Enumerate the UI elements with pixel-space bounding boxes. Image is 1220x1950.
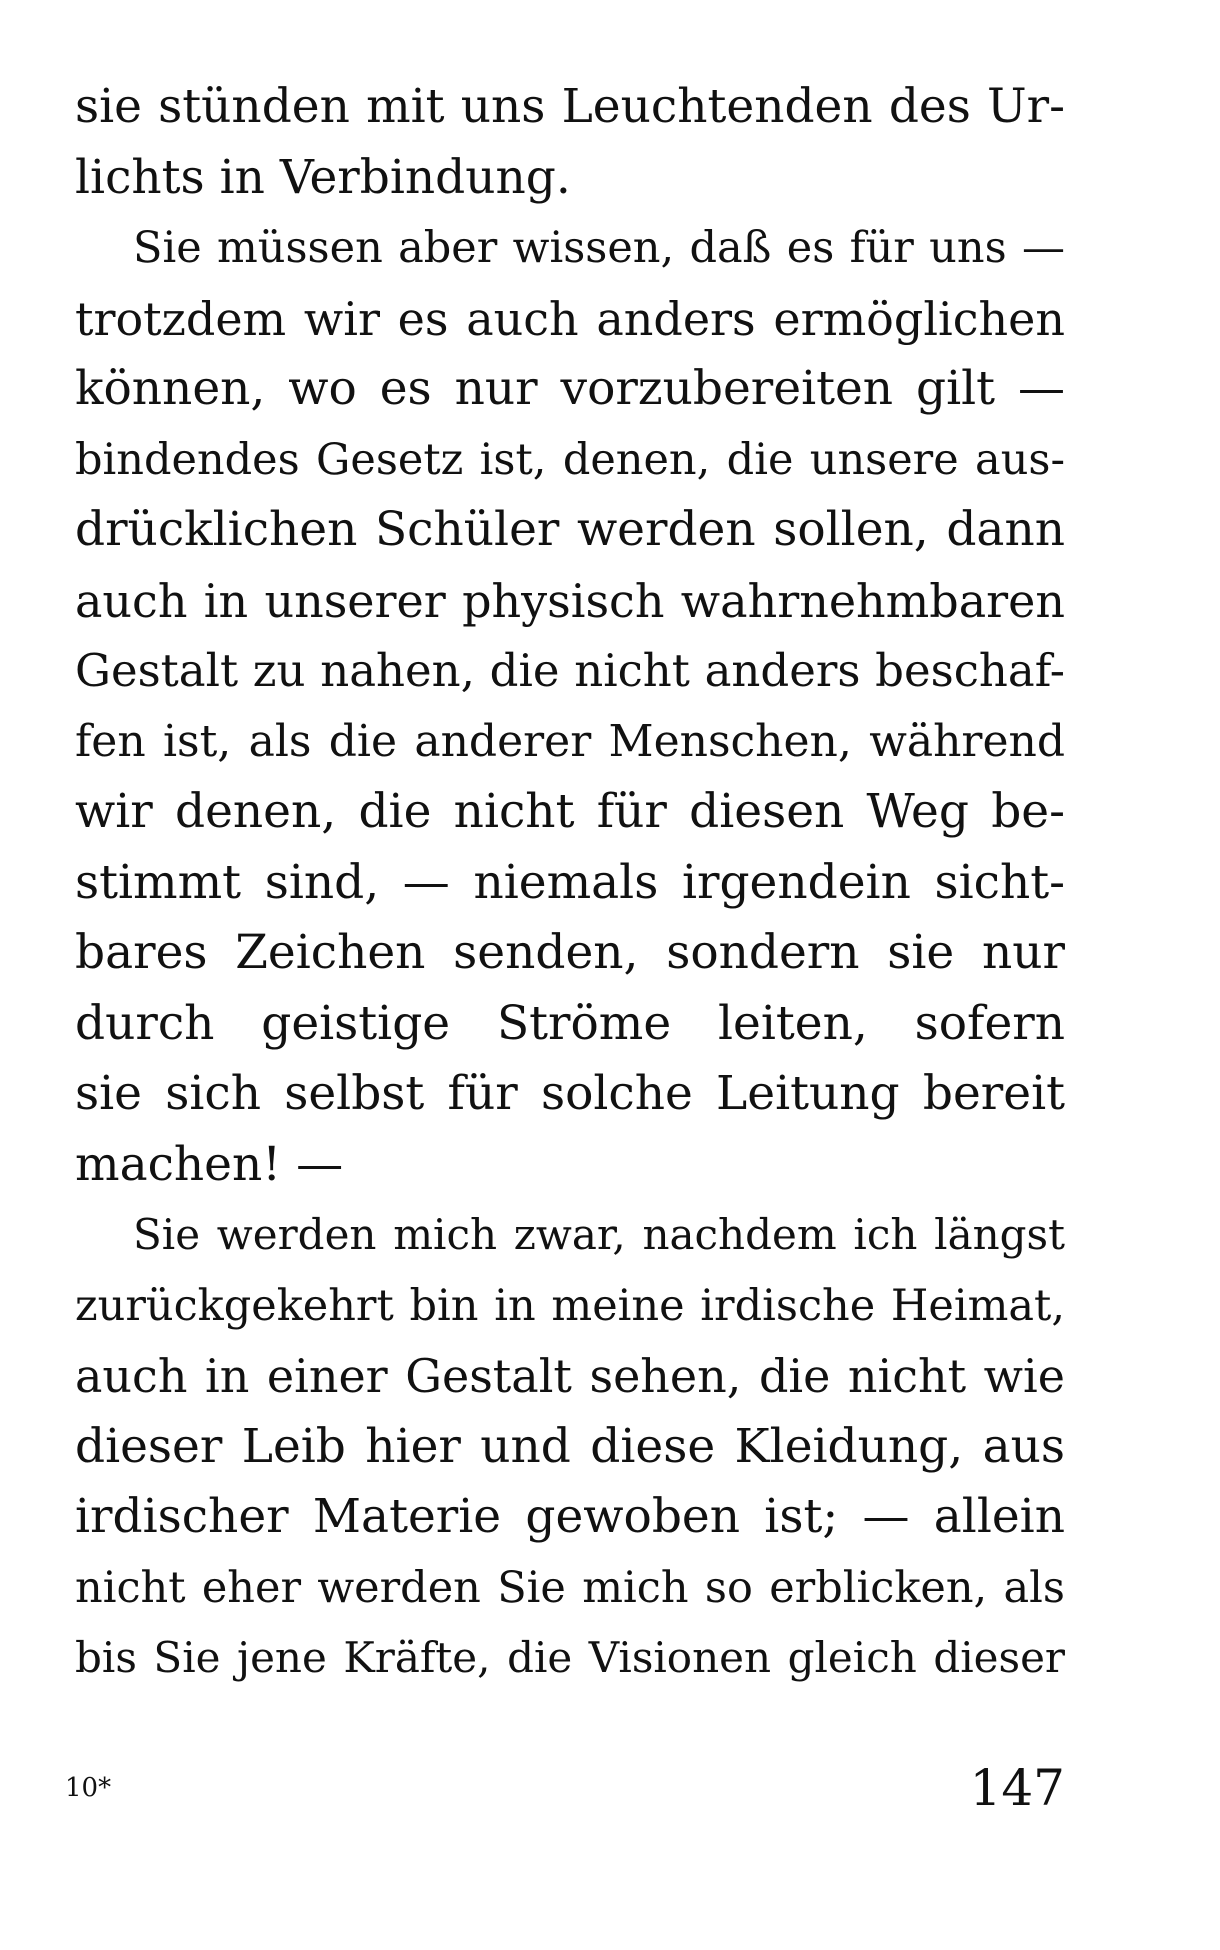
text-line: bis Sie jene Kräfte, die Visionen gleich dieser: [75, 1633, 1065, 1682]
text-line: durch geistige Ströme leiten, sofern: [75, 995, 1065, 1051]
page-number: 147: [969, 1759, 1065, 1817]
text-line: stimmt sind, — niemals irgendein sicht-: [75, 854, 1065, 910]
text-line: irdischer Materie gewoben ist; — allein: [75, 1489, 1065, 1544]
text-line: sie stünden mit uns Leuchtenden des Ur-: [75, 79, 1065, 134]
text-line: machen! —: [75, 1136, 344, 1192]
text-line: nicht eher werden Sie mich so erblicken, als: [75, 1562, 1065, 1613]
text-line: bindendes Gesetz ist, denen, die unsere aus-: [75, 434, 1065, 485]
text-line: fen ist, als die anderer Menschen, während: [75, 715, 1065, 767]
text-line: Sie werden mich zwar, nachdem ich längst: [133, 1210, 1065, 1259]
text-line: trotzdem wir es auch anders ermöglichen: [75, 291, 1065, 346]
text-line: zurückgekehrt bin in meine irdische Heimat,: [75, 1280, 1065, 1331]
body-text: [75, 72, 1065, 1694]
text-line: Gestalt zu nahen, die nicht anders beschaf-: [75, 644, 1065, 697]
text-line: dieser Leib hier und diese Kleidung, aus: [75, 1418, 1065, 1474]
text-line: lichts in Verbindung.: [75, 149, 571, 205]
text-line: Sie müssen aber wissen, daß es für uns —: [133, 223, 1065, 273]
text-line: auch in einer Gestalt sehen, die nicht wie: [75, 1349, 1065, 1403]
text-line: sie sich selbst für solche Leitung bereit: [75, 1066, 1065, 1121]
text-line: können, wo es nur vorzubereiten gilt —: [75, 361, 1065, 416]
text-line: drücklichen Schüler werden sollen, dann: [75, 502, 1065, 557]
signature-mark: 10*: [65, 1773, 112, 1803]
text-line: wir denen, die nicht für diesen Weg be-: [75, 784, 1065, 839]
text-line: auch in unserer physisch wahrnehmbaren: [75, 573, 1065, 628]
text-line: bares Zeichen senden, sondern sie nur: [75, 925, 1065, 980]
